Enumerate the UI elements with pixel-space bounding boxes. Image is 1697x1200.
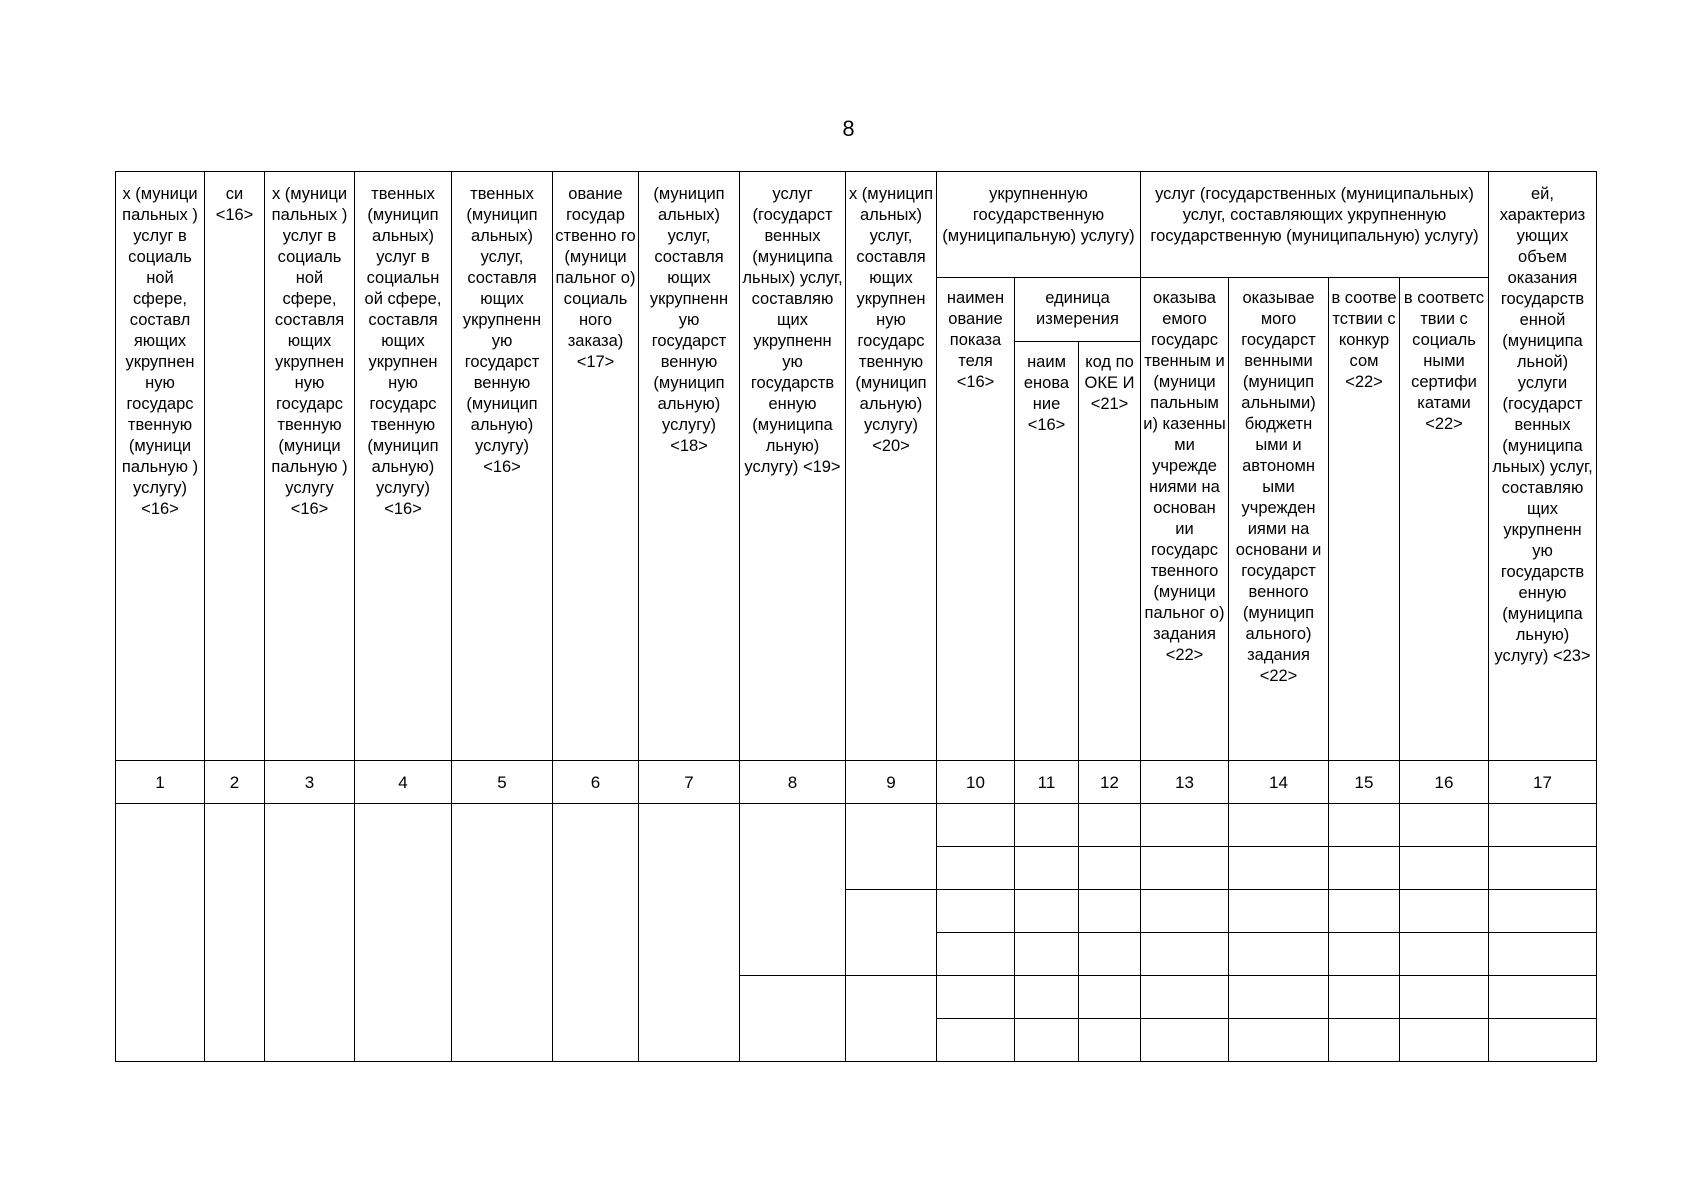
column-number: 1 [116, 761, 205, 804]
data-cell [1141, 804, 1229, 847]
column-number: 14 [1229, 761, 1329, 804]
data-cell [1400, 976, 1489, 1019]
header-col-14: оказывае мого государст венными (муницип альными) бюджетн ыми и автономн ыми учрежден иями на основани и государст венного (муницип ального) задания <22> [1229, 278, 1329, 761]
data-cell-col-8 [740, 804, 846, 976]
data-cell [1489, 1019, 1597, 1062]
column-number: 12 [1079, 761, 1141, 804]
data-cell [1400, 847, 1489, 890]
header-col-6: ование государ ственно го (муници пальног о) социаль ного заказа) <17> [553, 172, 639, 761]
data-cell [1329, 933, 1400, 976]
header-col-8: услуг (государст венных (муниципа льных) услуг, составляю щих укрупненн ую государств енную (муниципа льную) услугу) <19> [740, 172, 846, 761]
data-cell-col-7 [639, 804, 740, 1062]
data-cell [937, 804, 1015, 847]
column-number: 9 [846, 761, 937, 804]
data-cell [1329, 847, 1400, 890]
header-group-10-12: укрупненную государственную (муниципальную) услугу) [937, 172, 1141, 278]
data-cell [1141, 890, 1229, 933]
header-col-1: х (муници пальных ) услуг в социаль ной сфере, составл яющих укрупнен ную государс твенную (муници пальную ) услугу) <16> [116, 172, 205, 761]
data-cell [1079, 847, 1141, 890]
column-number: 11 [1015, 761, 1079, 804]
data-cell [937, 847, 1015, 890]
column-number: 13 [1141, 761, 1229, 804]
column-number: 10 [937, 761, 1015, 804]
data-cell [1489, 890, 1597, 933]
data-cell-col-2 [205, 804, 265, 1062]
data-cell [1229, 1019, 1329, 1062]
data-cell [1329, 976, 1400, 1019]
data-cell [1229, 933, 1329, 976]
column-number: 15 [1329, 761, 1400, 804]
data-cell [1015, 847, 1079, 890]
header-group-11-12: единица измерения [1015, 278, 1141, 342]
column-number: 3 [265, 761, 355, 804]
data-cell-col-8 [740, 976, 846, 1062]
data-cell [1079, 933, 1141, 976]
header-col-11: наим енова ние <16> [1015, 342, 1079, 761]
column-number: 17 [1489, 761, 1597, 804]
header-group-13-16: услуг (государственных (муниципальных) услуг, составляющих укрупненную государственную (муниципальную) услугу) [1141, 172, 1489, 278]
data-cell [937, 933, 1015, 976]
column-number: 6 [553, 761, 639, 804]
header-col-3: х (муници пальных ) услуг в социаль ной сфере, составля ющих укрупнен ную государс твенную (муници пальную ) услугу <16> [265, 172, 355, 761]
data-cell-col-4 [355, 804, 452, 1062]
data-cell [1079, 804, 1141, 847]
column-number: 4 [355, 761, 452, 804]
column-numbers-row [116, 761, 1597, 804]
data-cell [1400, 804, 1489, 847]
data-cell-col-9 [846, 890, 937, 976]
data-cell [1015, 1019, 1079, 1062]
data-cell-col-9 [846, 976, 937, 1062]
data-cell [1079, 976, 1141, 1019]
data-cell [1015, 804, 1079, 847]
header-col-17: ей, характериз ующих объем оказания государств енной (муниципа льной) услуги (государст венных (муниципа льных) услуг, составляю щих укрупненн ую государств енную (муниципа льную) услугу) <23> [1489, 172, 1597, 761]
data-cell-col-1 [116, 804, 205, 1062]
data-cell [1229, 847, 1329, 890]
data-cell [1141, 847, 1229, 890]
data-cell-col-6 [553, 804, 639, 1062]
data-cell [1229, 976, 1329, 1019]
header-col-4: твенных (муницип альных) услуг в социальн ой сфере, составля ющих укрупнен ную государс твенную (муницип альную) услугу) <16> [355, 172, 452, 761]
header-col-9: х (муницип альных) услуг, составля ющих укрупнен ную государс твенную (муницип альную) услугу) <20> [846, 172, 937, 761]
report-form-table [115, 171, 1597, 1062]
data-cell [1400, 890, 1489, 933]
data-cell [937, 890, 1015, 933]
data-cell [1015, 890, 1079, 933]
data-cell [937, 1019, 1015, 1062]
header-col-12: код по ОКЕ И <21> [1079, 342, 1141, 761]
data-cell [1329, 804, 1400, 847]
data-cell [937, 976, 1015, 1019]
data-cell [1015, 976, 1079, 1019]
header-col-15: в соотве тствии с конкур сом <22> [1329, 278, 1400, 761]
data-cell-col-5 [452, 804, 553, 1062]
data-cell [1141, 1019, 1229, 1062]
data-cell [1329, 890, 1400, 933]
data-cell [1329, 1019, 1400, 1062]
column-number: 8 [740, 761, 846, 804]
column-number: 5 [452, 761, 553, 804]
column-number: 2 [205, 761, 265, 804]
data-cell [1489, 847, 1597, 890]
data-cell [1141, 976, 1229, 1019]
data-cell [1400, 933, 1489, 976]
data-cell [1229, 890, 1329, 933]
data-cell [1141, 933, 1229, 976]
column-number: 7 [639, 761, 740, 804]
header-col-16: в соответс твии с социаль ными сертифи катами <22> [1400, 278, 1489, 761]
data-cell [1079, 1019, 1141, 1062]
header-col-10: наимен ование показа теля <16> [937, 278, 1015, 761]
data-cell-col-9 [846, 804, 937, 890]
data-cell [1489, 804, 1597, 847]
header-col-13: оказыва емого государс твенным и (муници пальным и) казенны ми учрежде ниями на основан ии государс твенного (муници пальног о) задания <22> [1141, 278, 1229, 761]
data-cell [1015, 933, 1079, 976]
header-col-7: (муницип альных) услуг, составля ющих укрупненн ую государст венную (муницип альную) услугу) <18> [639, 172, 740, 761]
header-col-5: твенных (муницип альных) услуг, составля ющих укрупненн ую государст венную (муницип альную) услугу) <16> [452, 172, 553, 761]
data-cell [1079, 890, 1141, 933]
column-number: 16 [1400, 761, 1489, 804]
page-number: 8 [842, 116, 855, 141]
data-cell-col-3 [265, 804, 355, 1062]
header-col-2: си <16> [205, 172, 265, 761]
data-cell [1400, 1019, 1489, 1062]
data-cell [1489, 976, 1597, 1019]
data-cell [1489, 933, 1597, 976]
data-cell [1229, 804, 1329, 847]
